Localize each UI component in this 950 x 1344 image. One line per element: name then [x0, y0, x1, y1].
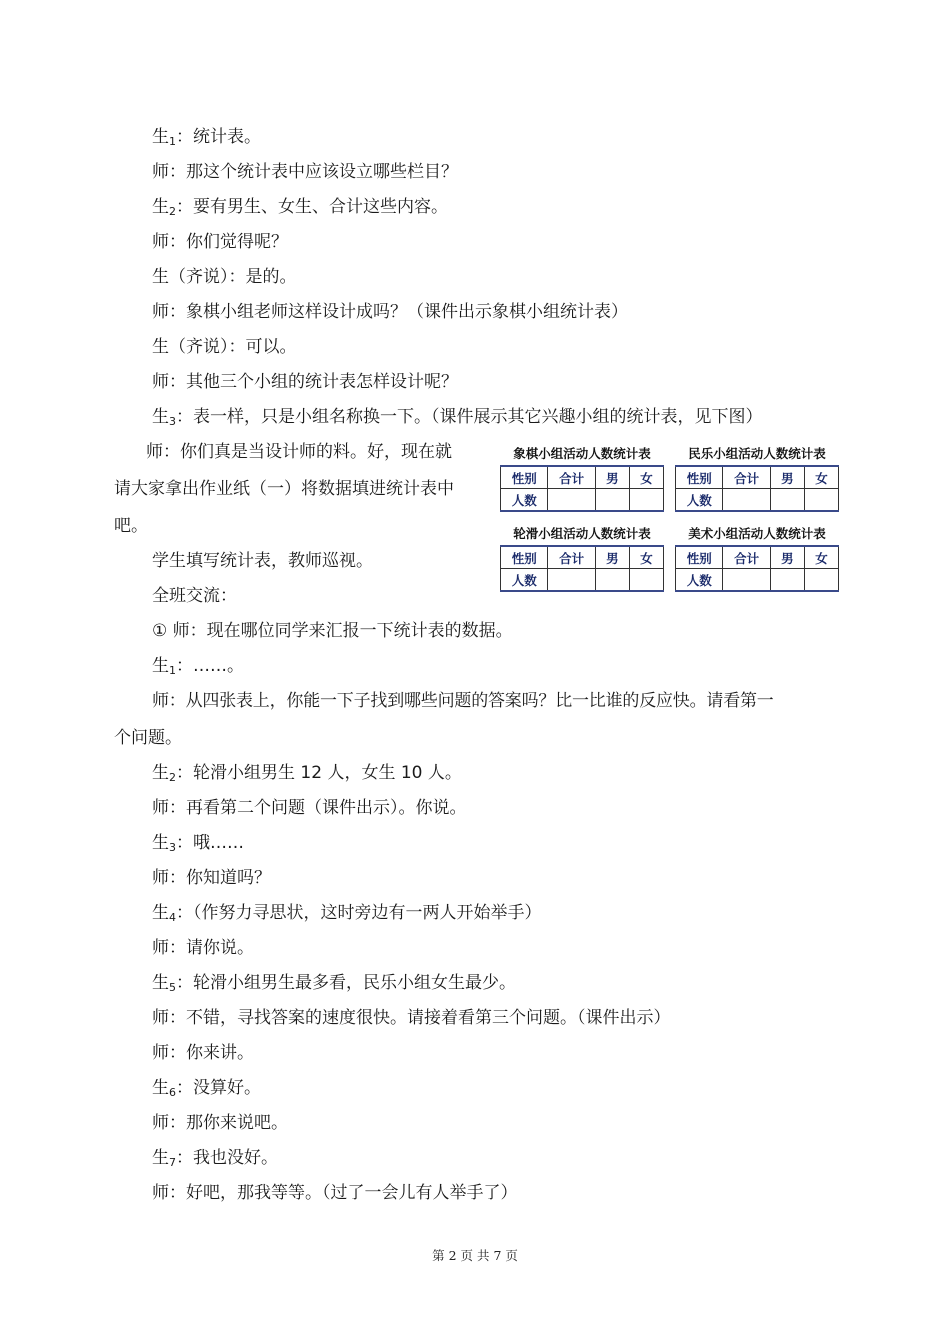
- art-group-table: [675, 525, 839, 592]
- dialogue-line: [152, 761, 462, 790]
- dialogue-line: 师：从四张表上，你能一下子找到哪些问题的答案吗？比一比谁的反应快。请看第一: [152, 691, 774, 711]
- dialogue-line: [152, 971, 516, 1000]
- line-text: ：没算好。: [176, 1078, 261, 1098]
- dialogue-line: 生（齐说）：是的。: [152, 267, 297, 287]
- cell-female: [629, 489, 663, 512]
- speaker: 生: [152, 127, 169, 147]
- dialogue-line: 师：你们真是当设计师的料。好，现在就: [146, 442, 452, 462]
- row-label: 人数: [501, 569, 548, 592]
- speaker: 生: [152, 656, 169, 676]
- speaker-number: 2: [169, 205, 176, 218]
- row-label: 人数: [676, 489, 723, 512]
- header-total: 合计: [548, 466, 595, 489]
- line-text: ：轮滑小组男生 12 人，女生 10 人。: [176, 763, 462, 783]
- dialogue-line: 师：好吧，那我等等。（过了一会儿有人举手了）: [152, 1183, 518, 1203]
- cell-female: [804, 489, 838, 512]
- dialogue-line: ① 师：现在哪位同学来汇报一下统计表的数据。: [152, 621, 513, 641]
- header-female: 女: [804, 546, 838, 569]
- cell-female: [804, 569, 838, 592]
- dialogue-line: [152, 831, 244, 860]
- header-total: 合计: [723, 546, 770, 569]
- speaker: 生: [152, 197, 169, 217]
- dialogue-line: 个问题。: [114, 728, 182, 748]
- table-title: 美术小组活动人数统计表: [688, 526, 826, 541]
- dialogue-line: 师：你们觉得呢？: [152, 232, 288, 252]
- dialogue-line: [152, 1146, 278, 1175]
- header-gender: 性别: [501, 466, 548, 489]
- speaker-number: 3: [169, 841, 176, 854]
- line-text: ：……。: [176, 656, 244, 676]
- header-male: 男: [770, 546, 804, 569]
- dialogue-line: 师：请你说。: [152, 938, 254, 958]
- header-female: 女: [629, 546, 663, 569]
- table-title: 民乐小组活动人数统计表: [688, 446, 826, 461]
- cell-total: [723, 489, 770, 512]
- chess-group-table: [500, 445, 664, 512]
- header-total: 合计: [723, 466, 770, 489]
- line-text: ：我也没好。: [176, 1148, 278, 1168]
- speaker: 生: [152, 973, 169, 993]
- group-tables-figure: [500, 445, 840, 600]
- speaker-number: 6: [169, 1086, 176, 1099]
- cell-male: [770, 489, 804, 512]
- dialogue-line: 师：不错，寻找答案的速度很快。请接着看第三个问题。（课件出示）: [152, 1008, 671, 1028]
- line-text: ：哦……: [176, 833, 244, 853]
- header-male: 男: [595, 546, 629, 569]
- dialogue-line: 吧。: [114, 516, 148, 536]
- dialogue-line: 师：你来讲。: [152, 1043, 254, 1063]
- cell-male: [595, 489, 629, 512]
- dialogue-line: 学生填写统计表，教师巡视。: [152, 551, 373, 571]
- speaker: 生: [152, 1148, 169, 1168]
- line-text: ：要有男生、女生、合计这些内容。: [176, 197, 448, 217]
- cell-female: [629, 569, 663, 592]
- dialogue-line: 师：其他三个小组的统计表怎样设计呢？: [152, 372, 458, 392]
- header-gender: 性别: [501, 546, 548, 569]
- roller-skating-group-table: [500, 525, 664, 592]
- header-male: 男: [595, 466, 629, 489]
- dialogue-line: 请大家拿出作业纸（一）将数据填进统计表中: [114, 479, 454, 499]
- speaker: 生: [152, 833, 169, 853]
- table-title: 象棋小组活动人数统计表: [513, 446, 651, 461]
- speaker: 生: [152, 407, 169, 427]
- dialogue-line: [152, 1076, 261, 1105]
- header-gender: 性别: [676, 546, 723, 569]
- dialogue-line: [152, 901, 542, 930]
- cell-total: [548, 569, 595, 592]
- dialogue-line: 生（齐说）：可以。: [152, 337, 297, 357]
- cell-total: [723, 569, 770, 592]
- dialogue-line: 师：再看第二个问题（课件出示）。你说。: [152, 798, 467, 818]
- speaker-number: 3: [169, 415, 176, 428]
- row-label: 人数: [676, 569, 723, 592]
- dialogue-line: 师：象棋小组老师这样设计成吗？（课件出示象棋小组统计表）: [152, 302, 628, 322]
- speaker-number: 5: [169, 981, 176, 994]
- dialogue-line: 师：那你来说吧。: [152, 1113, 288, 1133]
- speaker: 生: [152, 1078, 169, 1098]
- cell-male: [595, 569, 629, 592]
- dialogue-line: [152, 195, 448, 224]
- dialogue-line: [152, 405, 763, 434]
- dialogue-line: [152, 654, 244, 683]
- line-text: ：（作努力寻思状，这时旁边有一两人开始举手）: [176, 903, 542, 923]
- header-female: 女: [804, 466, 838, 489]
- dialogue-line: 师：那这个统计表中应该设立哪些栏目？: [152, 162, 458, 182]
- speaker-number: 4: [169, 911, 176, 924]
- speaker: 生: [152, 763, 169, 783]
- header-total: 合计: [548, 546, 595, 569]
- row-label: 人数: [501, 489, 548, 512]
- speaker-number: 1: [169, 664, 176, 677]
- speaker-number: 2: [169, 771, 176, 784]
- header-gender: 性别: [676, 466, 723, 489]
- speaker-number: 7: [169, 1156, 176, 1169]
- line-text: ：轮滑小组男生最多看，民乐小组女生最少。: [176, 973, 516, 993]
- dialogue-line: 全班交流：: [152, 586, 237, 606]
- cell-male: [770, 569, 804, 592]
- speaker-number: 1: [169, 135, 176, 148]
- page-footer: 第 2 页 共 7 页: [432, 1248, 518, 1263]
- line-text: ：表一样，只是小组名称换一下。（课件展示其它兴趣小组的统计表，见下图）: [176, 407, 763, 427]
- dialogue-line: [152, 125, 261, 154]
- header-male: 男: [770, 466, 804, 489]
- folk-music-group-table: [675, 445, 839, 512]
- speaker: 生: [152, 903, 169, 923]
- table-title: 轮滑小组活动人数统计表: [513, 526, 651, 541]
- dialogue-line: 师：你知道吗？: [152, 868, 271, 888]
- cell-total: [548, 489, 595, 512]
- header-female: 女: [629, 466, 663, 489]
- line-text: ：统计表。: [176, 127, 261, 147]
